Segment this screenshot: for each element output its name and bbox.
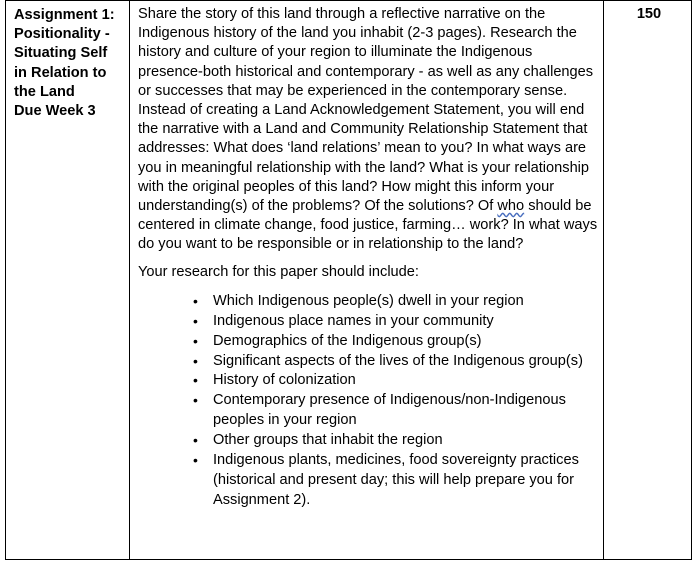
list-item bbox=[193, 312, 600, 332]
bullet-icon: • bbox=[193, 452, 198, 469]
table-border-top bbox=[5, 0, 692, 1]
table-border-divider-1 bbox=[129, 0, 130, 560]
list-item bbox=[193, 352, 600, 372]
list-item-text: Significant aspects of the lives of the Indigenous group(s) bbox=[213, 352, 583, 369]
list-item-text: Contemporary presence of Indigenous/non-Indigenous peoples in your region bbox=[213, 392, 566, 429]
list-item bbox=[193, 292, 600, 312]
points-value: 150 bbox=[636, 6, 662, 22]
list-item bbox=[193, 391, 600, 431]
list-item bbox=[193, 371, 600, 391]
assignment-description-cell bbox=[138, 5, 600, 511]
bullet-icon: • bbox=[193, 292, 198, 309]
list-item-text: Indigenous plants, medicines, food sovereignty practices (historical and present day; this will help prepare you for Assignment 2). bbox=[213, 452, 579, 508]
bullet-icon: • bbox=[193, 312, 198, 329]
table-border-bottom bbox=[5, 559, 692, 560]
list-item bbox=[193, 332, 600, 352]
research-intro: Your research for this paper should include: bbox=[138, 263, 419, 280]
list-item-text: History of colonization bbox=[213, 372, 356, 389]
bullet-icon: • bbox=[193, 332, 198, 349]
list-item bbox=[193, 431, 600, 451]
assignment-title-line: Situating Self bbox=[14, 45, 108, 62]
list-item-text: Indigenous place names in your community bbox=[213, 312, 494, 329]
list-item bbox=[193, 451, 600, 511]
bullet-icon: • bbox=[193, 432, 198, 449]
bullet-icon: • bbox=[193, 372, 198, 389]
description-text-a: Share the story of this land through a reflective narrative on the Indigenous history of the land you inhabit (2-3 pages). Research the history and culture of your region to illuminate the Indigenous presence-both historical and contemporary - as well as any challenges or successes that may be experienced in the contemporary sense. Instead of creating a Land Acknowledgement Statement, you will end the narrative with a Land and Community Relationship Statement that addresses: What does ‘land relations’ mean to you? In what ways are you in meaningful relationship with the land? What is your relationship with the original peoples of this land? How might this inform your understanding(s) of the problems? Of the solutions? Of bbox=[138, 6, 594, 215]
list-item-text: Demographics of the Indigenous group(s) bbox=[213, 332, 482, 349]
table-border-divider-2 bbox=[603, 0, 604, 560]
points-cell bbox=[604, 5, 694, 24]
assignment-title-line: the Land bbox=[14, 83, 75, 100]
description-paragraph bbox=[138, 5, 600, 255]
assignment-title-cell bbox=[14, 6, 128, 121]
list-item-text: Which Indigenous people(s) dwell in your region bbox=[213, 292, 524, 309]
assignment-title-line: Assignment 1: bbox=[14, 7, 115, 23]
assignment-title-line: in Relation to bbox=[14, 64, 107, 81]
list-item-text: Other groups that inhabit the region bbox=[213, 432, 443, 449]
table-border-right bbox=[691, 0, 692, 560]
research-list bbox=[138, 292, 600, 511]
table-border-left bbox=[5, 0, 6, 560]
assignment-title-line: Positionality - bbox=[14, 26, 110, 43]
bullet-icon: • bbox=[193, 392, 198, 409]
bullet-icon: • bbox=[193, 352, 198, 369]
description-text-b: should be centered in climate change, food justice, farming… work? In what ways do you want to be responsible or in relationship to the land? bbox=[138, 198, 598, 253]
assignment-due-line: Due Week 3 bbox=[14, 103, 96, 120]
description-who-word: who bbox=[497, 198, 525, 215]
